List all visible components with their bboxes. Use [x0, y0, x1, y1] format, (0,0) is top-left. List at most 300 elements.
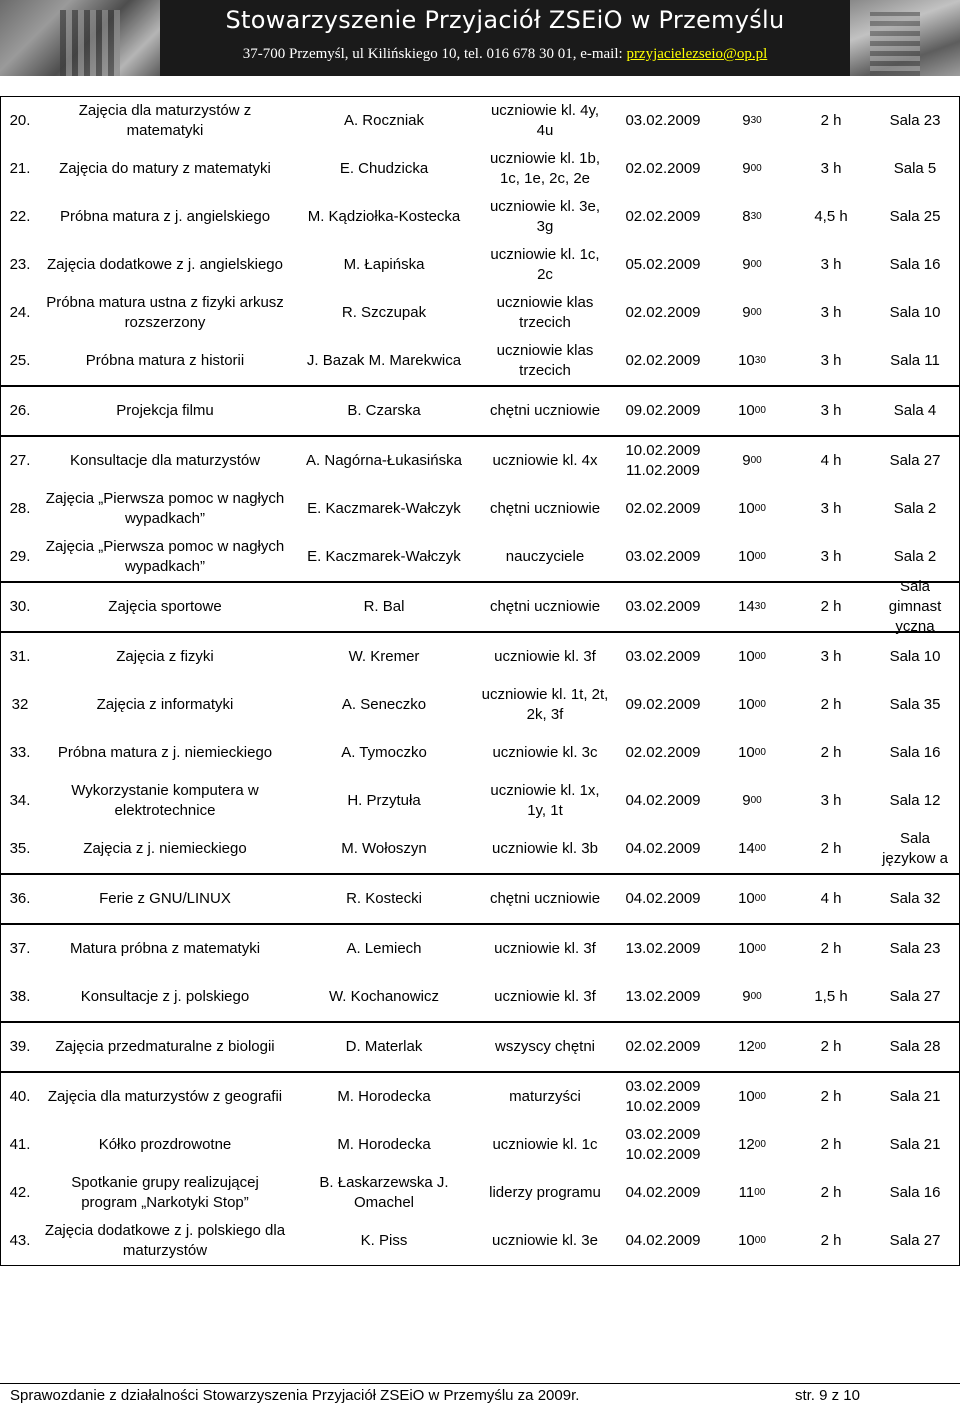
teacher-name	[291, 1023, 477, 1071]
activity-name	[39, 973, 291, 1021]
activity-duration-text: 4 h	[820, 452, 842, 469]
time-hour: 9	[742, 160, 751, 177]
teacher-name-text: A. Tymoczko	[341, 744, 427, 761]
activity-duration-text: 4,5 h	[814, 208, 848, 225]
row-number-text: 34.	[9, 792, 31, 809]
participant-group-text: uczniowie kl. 1b, 1c, 1e, 2c, 2e	[489, 150, 601, 187]
teacher-name	[291, 289, 477, 337]
activity-room-text: Sala 27	[889, 1232, 941, 1249]
teacher-name	[291, 387, 477, 435]
participant-group-text: uczniowie kl. 3f	[494, 988, 596, 1005]
row-number	[1, 97, 39, 145]
activity-date	[613, 729, 713, 777]
activity-date	[613, 1073, 713, 1121]
teacher-name	[291, 825, 477, 873]
teacher-name-text: R. Kostecki	[346, 890, 422, 907]
table-row	[1, 925, 959, 973]
activity-room	[871, 875, 959, 923]
activity-room-text: Sala 27	[889, 988, 941, 1005]
activity-room-text: Sala 2	[893, 500, 937, 517]
participant-group-text: chętni uczniowie	[489, 500, 601, 517]
activity-duration-text: 2 h	[820, 696, 842, 713]
activity-date-text: 02.02.2009	[625, 208, 701, 225]
activities-table	[0, 96, 960, 1266]
teacher-name-text: R. Szczupak	[341, 304, 427, 321]
activity-name-text: Matura próbna z matematyki	[69, 940, 261, 957]
time-hour: 12	[738, 1038, 755, 1055]
activity-room	[871, 1217, 959, 1265]
activity-name-text: Zajęcia sportowe	[108, 598, 222, 615]
activity-duration	[791, 1169, 871, 1217]
row-number	[1, 387, 39, 435]
activity-date-text: 03.02.2009	[625, 112, 701, 129]
activity-date-text: 03.02.2009 10.02.2009	[625, 1078, 701, 1115]
activity-duration	[791, 533, 871, 581]
activity-duration	[791, 1217, 871, 1265]
table-row	[1, 633, 959, 681]
row-number-text: 36.	[9, 890, 31, 907]
activity-date-text: 02.02.2009	[625, 160, 701, 177]
participant-group	[477, 145, 613, 193]
row-number-text: 40.	[9, 1088, 31, 1105]
table-block	[1, 435, 959, 581]
teacher-name	[291, 729, 477, 777]
activity-name-text: Kółko prozdrowotne	[98, 1136, 232, 1153]
page-footer	[0, 1383, 960, 1406]
activity-name	[39, 825, 291, 873]
participant-group-text: uczniowie klas trzecich	[496, 294, 594, 331]
teacher-name-text: W. Kremer	[348, 648, 420, 665]
teacher-name	[291, 533, 477, 581]
participant-group	[477, 875, 613, 923]
activity-name-text: Zajęcia „Pierwsza pomoc w nagłych wypadkach”	[45, 490, 285, 527]
activity-room-text: Sala 27	[889, 452, 941, 469]
table-row	[1, 578, 959, 635]
activity-room-text: Sala 21	[889, 1088, 941, 1105]
activity-time: 14 00	[738, 840, 766, 857]
participant-group-text: chętni uczniowie	[489, 890, 601, 907]
row-number-text: 21.	[9, 160, 31, 177]
teacher-name-text: J. Bazak M. Marekwica	[306, 352, 462, 369]
participant-group	[477, 387, 613, 435]
participant-group	[477, 1023, 613, 1071]
activity-duration	[791, 1023, 871, 1071]
table-block	[1, 97, 959, 385]
participant-group	[477, 583, 613, 631]
participant-group	[477, 289, 613, 337]
activity-duration-text: 2 h	[820, 744, 842, 761]
time-hour: 10	[738, 352, 755, 369]
teacher-name	[291, 437, 477, 485]
row-number-text: 37.	[9, 940, 31, 957]
row-number-text: 39.	[9, 1038, 31, 1055]
activity-room-text: Sala językow a	[882, 830, 948, 867]
row-number-text: 35.	[9, 840, 31, 857]
activity-date	[613, 777, 713, 825]
table-row	[1, 825, 959, 873]
activity-time: 9 00	[742, 256, 762, 273]
row-number-text: 32	[11, 696, 29, 713]
activity-date	[613, 387, 713, 435]
activity-duration-text: 3 h	[820, 304, 842, 321]
activity-name-text: Wykorzystanie komputera w elektrotechnice	[71, 782, 259, 819]
table-block	[1, 1071, 959, 1265]
teacher-name-text: E. Kaczmarek-Wałczyk	[307, 548, 461, 565]
activity-time: 10 30	[738, 352, 766, 369]
activity-duration-text: 2 h	[820, 940, 842, 957]
row-number-text: 28.	[9, 500, 31, 517]
row-number	[1, 875, 39, 923]
time-hour: 12	[738, 1136, 755, 1153]
table-row	[1, 777, 959, 825]
activity-room	[871, 1023, 959, 1071]
activity-date	[613, 145, 713, 193]
row-number-text: 24.	[9, 304, 31, 321]
teacher-name	[291, 485, 477, 533]
activity-date	[613, 875, 713, 923]
activity-room-text: Sala 28	[889, 1038, 941, 1055]
activity-duration	[791, 437, 871, 485]
activity-room-text: Sala 12	[889, 792, 941, 809]
activity-duration-text: 1,5 h	[814, 988, 848, 1005]
activity-name	[39, 729, 291, 777]
activity-duration-text: 3 h	[820, 160, 842, 177]
participant-group	[477, 729, 613, 777]
activity-room-text: Sala 32	[889, 890, 941, 907]
activity-name-text: Zajęcia przedmaturalne z biologii	[55, 1038, 275, 1055]
participant-group-text: uczniowie kl. 1t, 2t, 2k, 3f	[481, 686, 609, 723]
activity-room	[871, 241, 959, 289]
time-hour: 9	[742, 988, 751, 1005]
school-photo-right	[850, 0, 960, 76]
activity-name	[39, 337, 291, 385]
activity-name-text: Zajęcia „Pierwsza pomoc w nagłych wypadkach”	[45, 538, 285, 575]
activity-name	[39, 1121, 291, 1169]
activity-room-text: Sala 16	[889, 744, 941, 761]
activity-duration-text: 2 h	[820, 1136, 842, 1153]
row-number	[1, 1121, 39, 1169]
row-number-text: 30.	[9, 598, 31, 615]
activity-date	[613, 633, 713, 681]
participant-group-text: uczniowie klas trzecich	[496, 342, 594, 379]
time-hour: 10	[738, 648, 755, 665]
activity-room	[871, 437, 959, 485]
table-block	[1, 385, 959, 435]
teacher-name-text: A. Roczniak	[343, 112, 425, 129]
activity-room-text: Sala gimnast yczna	[888, 578, 942, 635]
table-row	[1, 973, 959, 1021]
activity-room-text: Sala 16	[889, 256, 941, 273]
activity-date-text: 04.02.2009	[625, 792, 701, 809]
time-hour: 10	[738, 940, 755, 957]
activity-time: 9 00	[742, 452, 762, 469]
activity-room-text: Sala 4	[893, 402, 937, 419]
activity-time: 9 00	[742, 792, 762, 809]
activity-name	[39, 437, 291, 485]
teacher-name	[291, 1217, 477, 1265]
participant-group-text: uczniowie kl. 4x	[492, 452, 598, 469]
activity-room	[871, 485, 959, 533]
participant-group-text: uczniowie kl. 3b	[492, 840, 598, 857]
school-photo-left	[0, 0, 160, 76]
table-block	[1, 923, 959, 1021]
table-block	[1, 631, 959, 873]
email-link[interactable]: przyjacielezseio@op.pl	[626, 46, 768, 62]
teacher-name	[291, 1169, 477, 1217]
activity-duration-text: 3 h	[820, 500, 842, 517]
row-number-text: 27.	[9, 452, 31, 469]
activity-duration-text: 2 h	[820, 112, 842, 129]
participant-group-text: chętni uczniowie	[489, 402, 601, 419]
row-number	[1, 337, 39, 385]
teacher-name-text: M. Wołoszyn	[341, 840, 427, 857]
teacher-name	[291, 777, 477, 825]
activity-room-text: Sala 10	[889, 304, 941, 321]
activity-name	[39, 1169, 291, 1217]
participant-group	[477, 337, 613, 385]
time-hour: 11	[738, 1184, 755, 1201]
activity-time: 10 00	[738, 648, 766, 665]
row-number	[1, 485, 39, 533]
teacher-name	[291, 1073, 477, 1121]
table-row	[1, 1023, 959, 1071]
row-number	[1, 1023, 39, 1071]
activity-date	[613, 437, 713, 485]
activity-time: 10 00	[738, 744, 766, 761]
activity-room	[871, 681, 959, 729]
page-header	[0, 0, 960, 76]
activity-date-text: 03.02.2009 10.02.2009	[625, 1126, 701, 1163]
activity-date	[613, 973, 713, 1021]
teacher-name-text: M. Łapińska	[343, 256, 425, 273]
activity-duration	[791, 777, 871, 825]
activity-room	[871, 973, 959, 1021]
row-number	[1, 633, 39, 681]
activity-name	[39, 633, 291, 681]
activity-name	[39, 1073, 291, 1121]
teacher-name	[291, 875, 477, 923]
row-number	[1, 777, 39, 825]
activity-room-text: Sala 23	[889, 112, 941, 129]
activity-date-text: 03.02.2009	[625, 648, 701, 665]
row-number-text: 22.	[9, 208, 31, 225]
teacher-name	[291, 193, 477, 241]
activity-date	[613, 241, 713, 289]
activity-name-text: Zajęcia dodatkowe z j. polskiego dla maturzystów	[44, 1222, 286, 1259]
time-hour: 10	[738, 744, 755, 761]
activity-duration-text: 2 h	[820, 1038, 842, 1055]
teacher-name-text: R. Bal	[363, 598, 405, 615]
activity-name-text: Próbna matura ustna z fizyki arkusz rozszerzony	[46, 294, 284, 331]
activity-name	[39, 925, 291, 973]
activity-time: 10 00	[738, 402, 766, 419]
activity-date	[613, 583, 713, 631]
activity-room	[871, 387, 959, 435]
teacher-name	[291, 681, 477, 729]
activity-name-text: Konsultacje z j. polskiego	[80, 988, 250, 1005]
activity-date-text: 13.02.2009	[625, 988, 701, 1005]
activity-date-text: 04.02.2009	[625, 890, 701, 907]
time-hour: 9	[742, 452, 751, 469]
time-hour: 14	[738, 598, 755, 615]
table-row	[1, 1073, 959, 1121]
time-hour: 10	[738, 890, 755, 907]
participant-group	[477, 97, 613, 145]
row-number	[1, 1217, 39, 1265]
table-row	[1, 145, 959, 193]
activity-name-text: Zajęcia dla maturzystów z matematyki	[78, 102, 252, 139]
time-hour: 8	[742, 208, 751, 225]
table-row	[1, 241, 959, 289]
activity-room	[871, 337, 959, 385]
participant-group	[477, 241, 613, 289]
association-address	[160, 46, 850, 63]
activity-duration	[791, 729, 871, 777]
activity-time: 9 00	[742, 304, 762, 321]
participant-group	[477, 1121, 613, 1169]
teacher-name-text: A. Nagórna-Łukasińska	[306, 452, 462, 469]
activity-name-text: Próbna matura z j. niemieckiego	[57, 744, 273, 761]
activity-date	[613, 193, 713, 241]
table-row	[1, 193, 959, 241]
participant-group	[477, 973, 613, 1021]
time-hour: 9	[742, 256, 751, 273]
activity-name	[39, 1217, 291, 1265]
teacher-name	[291, 973, 477, 1021]
table-row	[1, 337, 959, 385]
teacher-name-text: A. Seneczko	[341, 696, 427, 713]
table-row	[1, 289, 959, 337]
participant-group-text: uczniowie kl. 3e	[492, 1232, 598, 1249]
activity-room-text: Sala 5	[893, 160, 937, 177]
activity-name-text: Ferie z GNU/LINUX	[99, 890, 231, 907]
time-hour: 10	[738, 1232, 755, 1249]
participant-group	[477, 193, 613, 241]
activity-date-text: 02.02.2009	[625, 744, 701, 761]
participant-group	[477, 777, 613, 825]
activity-time: 8 30	[742, 208, 762, 225]
teacher-name	[291, 241, 477, 289]
teacher-name-text: H. Przytuła	[347, 792, 421, 809]
activity-duration	[791, 97, 871, 145]
teacher-name-text: W. Kochanowicz	[328, 988, 440, 1005]
participant-group-text: uczniowie kl. 3f	[494, 940, 596, 957]
teacher-name-text: M. Horodecka	[337, 1136, 431, 1153]
activity-date	[613, 533, 713, 581]
activity-date	[613, 681, 713, 729]
teacher-name-text: A. Lemiech	[346, 940, 422, 957]
activity-room	[871, 633, 959, 681]
teacher-name-text: E. Kaczmarek-Wałczyk	[307, 500, 461, 517]
participant-group-text: uczniowie kl. 3e, 3g	[489, 198, 601, 235]
activity-date	[613, 925, 713, 973]
participant-group	[477, 1073, 613, 1121]
table-row	[1, 485, 959, 533]
activity-date	[613, 289, 713, 337]
activity-duration	[791, 387, 871, 435]
activity-time: 10 00	[738, 548, 766, 565]
time-hour: 14	[738, 840, 755, 857]
activity-date	[613, 1217, 713, 1265]
activity-duration	[791, 825, 871, 873]
row-number	[1, 729, 39, 777]
activity-room	[871, 97, 959, 145]
teacher-name	[291, 145, 477, 193]
activity-room	[871, 193, 959, 241]
activity-duration	[791, 193, 871, 241]
table-block	[1, 1021, 959, 1071]
row-number	[1, 241, 39, 289]
activity-name	[39, 387, 291, 435]
activity-duration-text: 2 h	[820, 1088, 842, 1105]
teacher-name-text: B. Łaskarzewska J. Omachel	[319, 1174, 449, 1211]
activity-duration	[791, 681, 871, 729]
footer-report-title: Sprawozdanie z działalności Stowarzyszenia Przyjaciół ZSEiO w Przemyślu za 2009r.	[10, 1387, 580, 1404]
participant-group-text: uczniowie kl. 1c, 2c	[490, 246, 600, 283]
participant-group-text: uczniowie kl. 3f	[494, 648, 596, 665]
activity-date-text: 02.02.2009	[625, 500, 701, 517]
activity-duration	[791, 485, 871, 533]
activity-duration-text: 3 h	[820, 402, 842, 419]
activity-room-text: Sala 2	[893, 548, 937, 565]
activity-date-text: 04.02.2009	[625, 840, 701, 857]
association-title: Stowarzyszenie Przyjaciół ZSEiO w Przemyślu	[225, 6, 785, 34]
table-row	[1, 1217, 959, 1265]
participant-group-text: chętni uczniowie	[489, 598, 601, 615]
row-number-text: 41.	[9, 1136, 31, 1153]
activity-duration	[791, 289, 871, 337]
activity-name	[39, 97, 291, 145]
activity-name-text: Próbna matura z historii	[85, 352, 245, 369]
row-number-text: 31.	[9, 648, 31, 665]
activity-date	[613, 1121, 713, 1169]
activity-duration	[791, 875, 871, 923]
table-row	[1, 1121, 959, 1169]
row-number	[1, 973, 39, 1021]
activity-duration	[791, 973, 871, 1021]
activity-date-text: 03.02.2009	[625, 548, 701, 565]
activity-room-text: Sala 35	[889, 696, 941, 713]
participant-group-text: wszyscy chętni	[494, 1038, 596, 1055]
activity-date	[613, 1169, 713, 1217]
activity-room	[871, 729, 959, 777]
activity-name-text: Zajęcia dla maturzystów z geografii	[47, 1088, 283, 1105]
activity-date-text: 09.02.2009	[625, 402, 701, 419]
time-hour: 9	[742, 112, 751, 129]
participant-group-text: uczniowie kl. 4y, 4u	[490, 102, 600, 139]
teacher-name-text: M. Horodecka	[337, 1088, 431, 1105]
activity-date-text: 02.02.2009	[625, 352, 701, 369]
activity-name-text: Zajęcia do matury z matematyki	[59, 160, 271, 177]
activity-room	[871, 145, 959, 193]
teacher-name	[291, 583, 477, 631]
participant-group	[477, 437, 613, 485]
activity-time: 10 00	[738, 890, 766, 907]
table-row	[1, 729, 959, 777]
activity-name	[39, 485, 291, 533]
activity-time: 10 00	[738, 940, 766, 957]
activity-time: 14 30	[738, 598, 766, 615]
table-block	[1, 578, 959, 635]
activity-room	[871, 1121, 959, 1169]
teacher-name	[291, 337, 477, 385]
participant-group-text: liderzy programu	[489, 1184, 601, 1201]
activity-duration-text: 3 h	[820, 648, 842, 665]
activity-name-text: Zajęcia z j. niemieckiego	[83, 840, 247, 857]
participant-group-text: nauczyciele	[505, 548, 585, 565]
activity-date-text: 04.02.2009	[625, 1184, 701, 1201]
row-number	[1, 289, 39, 337]
